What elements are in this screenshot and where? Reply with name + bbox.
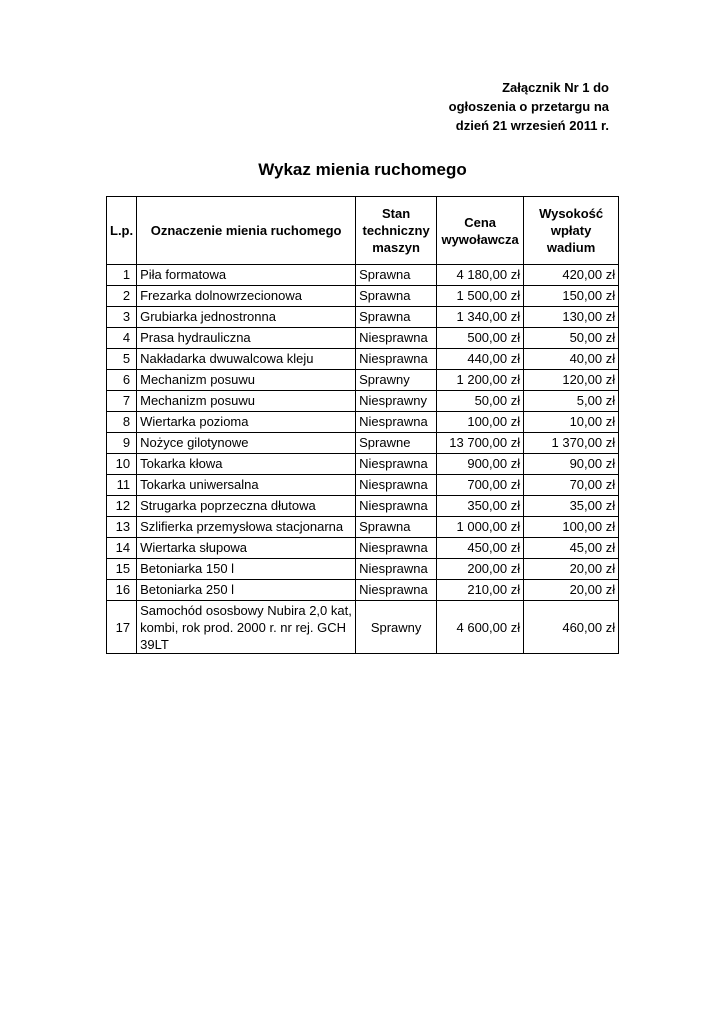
cell-price: 700,00 zł bbox=[437, 475, 524, 496]
cell-deposit: 90,00 zł bbox=[524, 454, 619, 475]
cell-price: 4 600,00 zł bbox=[437, 601, 524, 654]
table-row bbox=[107, 349, 619, 370]
cell-deposit: 10,00 zł bbox=[524, 412, 619, 433]
cell-lp: 1 bbox=[107, 265, 137, 286]
cell-lp: 4 bbox=[107, 328, 137, 349]
cell-deposit: 35,00 zł bbox=[524, 496, 619, 517]
cell-price: 50,00 zł bbox=[437, 391, 524, 412]
cell-price: 200,00 zł bbox=[437, 559, 524, 580]
cell-name: Tokarka kłowa bbox=[137, 454, 356, 475]
cell-lp: 14 bbox=[107, 538, 137, 559]
annex-line-1: Załącznik Nr 1 do bbox=[502, 80, 609, 95]
cell-deposit: 50,00 zł bbox=[524, 328, 619, 349]
cell-price: 100,00 zł bbox=[437, 412, 524, 433]
cell-name: Samochód ososbowy Nubira 2,0 kat, kombi, rok prod. 2000 r. nr rej. GCH 39LT bbox=[137, 601, 356, 654]
table-row bbox=[107, 580, 619, 601]
header-deposit: Wysokość wpłaty wadium bbox=[524, 197, 619, 265]
cell-deposit: 1 370,00 zł bbox=[524, 433, 619, 454]
table-row bbox=[107, 496, 619, 517]
cell-state: Sprawny bbox=[356, 601, 437, 654]
cell-deposit: 70,00 zł bbox=[524, 475, 619, 496]
table-row bbox=[107, 538, 619, 559]
cell-state: Niesprawna bbox=[356, 475, 437, 496]
cell-state: Niesprawna bbox=[356, 496, 437, 517]
annex-note bbox=[389, 78, 609, 135]
cell-state: Niesprawna bbox=[356, 328, 437, 349]
cell-lp: 5 bbox=[107, 349, 137, 370]
cell-price: 1 340,00 zł bbox=[437, 307, 524, 328]
cell-state: Niesprawna bbox=[356, 454, 437, 475]
cell-name: Betoniarka 150 l bbox=[137, 559, 356, 580]
cell-state: Sprawna bbox=[356, 265, 437, 286]
table-row bbox=[107, 433, 619, 454]
table-row bbox=[107, 286, 619, 307]
table-row bbox=[107, 328, 619, 349]
header-name: Oznaczenie mienia ruchomego bbox=[137, 197, 356, 265]
cell-price: 450,00 zł bbox=[437, 538, 524, 559]
cell-name: Wiertarka słupowa bbox=[137, 538, 356, 559]
cell-price: 13 700,00 zł bbox=[437, 433, 524, 454]
cell-lp: 15 bbox=[107, 559, 137, 580]
annex-line-3: dzień 21 wrzesień 2011 r. bbox=[455, 118, 609, 133]
cell-name: Nożyce gilotynowe bbox=[137, 433, 356, 454]
cell-name: Nakładarka dwuwalcowa kleju bbox=[137, 349, 356, 370]
cell-price: 1 000,00 zł bbox=[437, 517, 524, 538]
cell-deposit: 40,00 zł bbox=[524, 349, 619, 370]
cell-name: Betoniarka 250 l bbox=[137, 580, 356, 601]
cell-name: Wiertarka pozioma bbox=[137, 412, 356, 433]
cell-lp: 16 bbox=[107, 580, 137, 601]
cell-deposit: 150,00 zł bbox=[524, 286, 619, 307]
cell-deposit: 5,00 zł bbox=[524, 391, 619, 412]
table-row bbox=[107, 412, 619, 433]
header-state: Stan techniczny maszyn bbox=[356, 197, 437, 265]
cell-state: Niesprawna bbox=[356, 349, 437, 370]
cell-name: Mechanizm posuwu bbox=[137, 370, 356, 391]
table-row bbox=[107, 517, 619, 538]
table-row bbox=[107, 454, 619, 475]
table-row bbox=[107, 475, 619, 496]
cell-name: Mechanizm posuwu bbox=[137, 391, 356, 412]
table-body bbox=[107, 265, 619, 654]
cell-state: Niesprawny bbox=[356, 391, 437, 412]
cell-name: Piła formatowa bbox=[137, 265, 356, 286]
cell-lp: 17 bbox=[107, 601, 137, 654]
table-row bbox=[107, 370, 619, 391]
document-title: Wykaz mienia ruchomego bbox=[258, 160, 467, 179]
cell-state: Sprawna bbox=[356, 307, 437, 328]
annex-line-2: ogłoszenia o przetargu na bbox=[448, 99, 609, 114]
cell-name: Strugarka poprzeczna dłutowa bbox=[137, 496, 356, 517]
cell-lp: 7 bbox=[107, 391, 137, 412]
cell-deposit: 130,00 zł bbox=[524, 307, 619, 328]
cell-deposit: 45,00 zł bbox=[524, 538, 619, 559]
cell-lp: 12 bbox=[107, 496, 137, 517]
cell-lp: 13 bbox=[107, 517, 137, 538]
cell-state: Sprawna bbox=[356, 286, 437, 307]
cell-deposit: 100,00 zł bbox=[524, 517, 619, 538]
cell-price: 440,00 zł bbox=[437, 349, 524, 370]
cell-lp: 9 bbox=[107, 433, 137, 454]
cell-price: 1 200,00 zł bbox=[437, 370, 524, 391]
header-price: Cena wywoławcza bbox=[437, 197, 524, 265]
table-row bbox=[107, 559, 619, 580]
assets-table bbox=[106, 196, 619, 654]
cell-lp: 3 bbox=[107, 307, 137, 328]
cell-deposit: 120,00 zł bbox=[524, 370, 619, 391]
cell-lp: 8 bbox=[107, 412, 137, 433]
cell-price: 4 180,00 zł bbox=[437, 265, 524, 286]
cell-price: 500,00 zł bbox=[437, 328, 524, 349]
cell-name: Tokarka uniwersalna bbox=[137, 475, 356, 496]
table-row bbox=[107, 265, 619, 286]
cell-price: 1 500,00 zł bbox=[437, 286, 524, 307]
cell-price: 210,00 zł bbox=[437, 580, 524, 601]
cell-lp: 10 bbox=[107, 454, 137, 475]
cell-state: Niesprawna bbox=[356, 559, 437, 580]
cell-lp: 11 bbox=[107, 475, 137, 496]
cell-name: Grubiarka jednostronna bbox=[137, 307, 356, 328]
cell-state: Niesprawna bbox=[356, 412, 437, 433]
header-lp: L.p. bbox=[107, 197, 137, 265]
cell-deposit: 20,00 zł bbox=[524, 580, 619, 601]
cell-state: Niesprawna bbox=[356, 580, 437, 601]
cell-name: Frezarka dolnowrzecionowa bbox=[137, 286, 356, 307]
table-row bbox=[107, 307, 619, 328]
table-row bbox=[107, 601, 619, 654]
cell-state: Sprawna bbox=[356, 517, 437, 538]
cell-deposit: 420,00 zł bbox=[524, 265, 619, 286]
cell-state: Niesprawna bbox=[356, 538, 437, 559]
cell-state: Sprawne bbox=[356, 433, 437, 454]
cell-name: Szlifierka przemysłowa stacjonarna bbox=[137, 517, 356, 538]
table-header-row bbox=[107, 197, 619, 265]
cell-deposit: 460,00 zł bbox=[524, 601, 619, 654]
cell-lp: 2 bbox=[107, 286, 137, 307]
table-row bbox=[107, 391, 619, 412]
cell-name: Prasa hydrauliczna bbox=[137, 328, 356, 349]
cell-price: 900,00 zł bbox=[437, 454, 524, 475]
cell-lp: 6 bbox=[107, 370, 137, 391]
cell-price: 350,00 zł bbox=[437, 496, 524, 517]
cell-state: Sprawny bbox=[356, 370, 437, 391]
cell-deposit: 20,00 zł bbox=[524, 559, 619, 580]
